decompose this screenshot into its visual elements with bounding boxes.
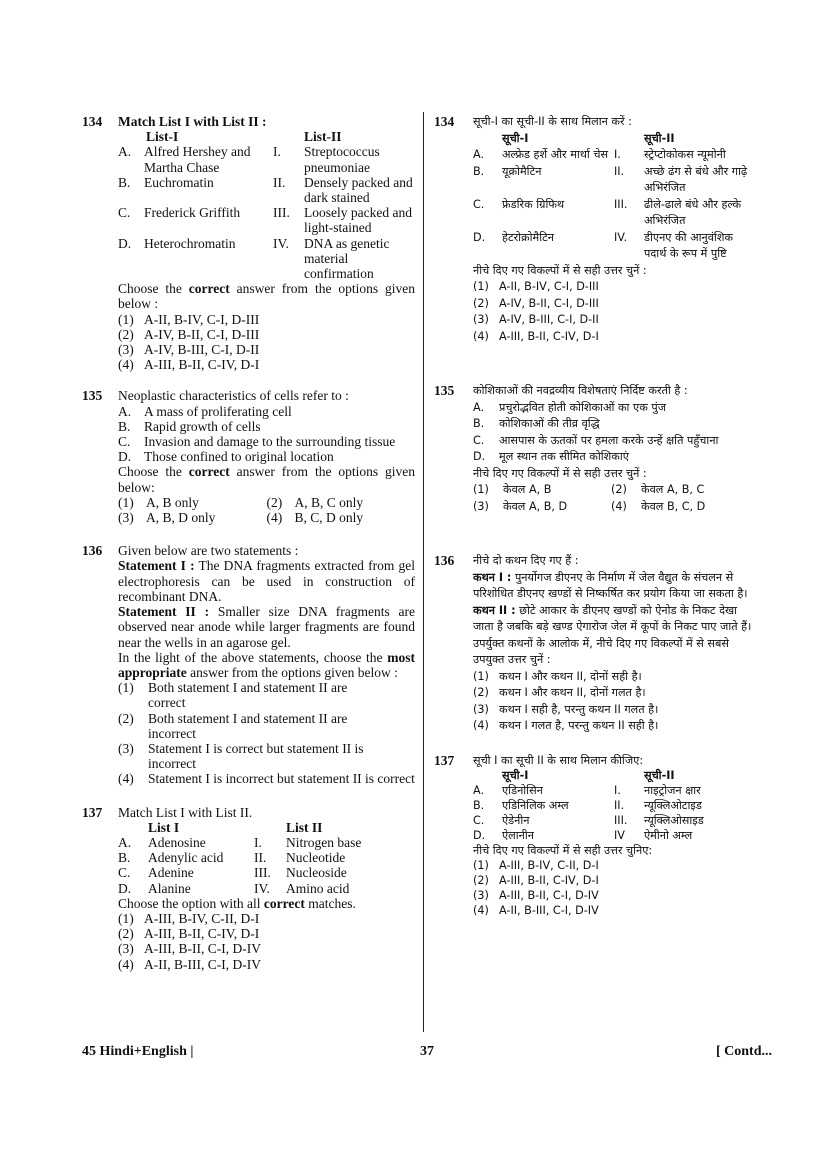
list2-header: सूची-II bbox=[644, 131, 675, 145]
option-2[interactable]: (2) Both statement I and statement II are incorrect bbox=[118, 710, 348, 741]
choose-instruction: नीचे दिए गए विकल्पों में से सही उत्तर चुनें : bbox=[473, 466, 647, 480]
option-4[interactable]: (4) कथन I गलत है, परन्तु कथन II सही है। bbox=[473, 719, 659, 732]
statement-1: कथन I : पुनर्योगज डीएनए के निर्माण में जेल वैद्युत के संचलन से परिशोधित डीएनए खण्डों से निष्कर्षित कर प्रयोग किया जा सकता है। bbox=[473, 570, 748, 600]
statement-c: C. आसपास के ऊतकों पर हमला करके उन्हें क्षति पहुँचाना bbox=[473, 433, 719, 447]
question-134-en bbox=[82, 114, 415, 372]
option-1[interactable]: (1) कथन I और कथन II, दोनों सही है। bbox=[473, 669, 642, 683]
option-1[interactable]: (1) bbox=[118, 494, 134, 510]
option-4[interactable]: (4) Statement I is incorrect but statement II is correct bbox=[118, 771, 415, 787]
option-3[interactable]: (3) A-III, B-II, C-I, D-IV bbox=[118, 941, 261, 957]
list2-header: List II bbox=[286, 819, 323, 835]
question-137-en bbox=[82, 805, 415, 972]
match-row: B. यूक्रोमैटिन II. अच्छे ढंग से बंधे और गाढ़े अभिरंजित bbox=[473, 164, 748, 194]
statement-c: C. Invasion and damage to the surrounding tissue bbox=[118, 434, 396, 450]
option-2[interactable]: (2) A-III, B-II, C-IV, D-I bbox=[473, 873, 599, 887]
options-grid bbox=[118, 495, 415, 525]
option-3-text[interactable]: केवल A, B, D bbox=[503, 499, 568, 513]
choose-instruction: Choose the correct answer from the options given below: bbox=[118, 464, 415, 495]
options-grid bbox=[473, 482, 756, 515]
option-1[interactable]: (1) Both statement I and statement II are correct bbox=[118, 680, 348, 711]
match-row: B. Euchromatin II. Densely packed and dark stained bbox=[118, 174, 413, 206]
statement-a: A. A mass of proliferating cell bbox=[118, 403, 292, 419]
question-stem: सूची I का सूची II के साथ मिलान कीजिए: bbox=[473, 753, 644, 767]
choose-instruction: In the light of the above statements, choose the most appropriate answer from the options given below : bbox=[118, 649, 415, 680]
option-2[interactable]: (2) bbox=[611, 483, 627, 496]
match-row: C. ऐडेनीन III. न्यूक्लिओसाइड bbox=[473, 813, 704, 827]
option-3[interactable]: (3) A-III, B-II, C-I, D-IV bbox=[473, 888, 599, 902]
paper-code: 45 Hindi+English | bbox=[82, 1044, 194, 1059]
option-4[interactable]: (4) A-III, B-II, C-IV, D-I bbox=[473, 329, 599, 343]
option-2[interactable]: (2) A-III, B-II, C-IV, D-I bbox=[118, 926, 260, 942]
list1-header: सूची-I bbox=[502, 768, 529, 782]
match-row: D. ऐलानीन IV ऐमीनो अम्ल bbox=[473, 828, 693, 842]
match-row: A. अल्फ्रेड हर्शे और मार्था चेस I. स्ट्रेप्टोकोकस न्यूमोनी bbox=[473, 148, 726, 161]
option-4[interactable]: (4) A-II, B-III, C-I, D-IV bbox=[118, 956, 261, 972]
statement-2: Statement II : Smaller size DNA fragments are observed near anode while larger fragments are found near the wells in an agarose gel. bbox=[118, 604, 415, 650]
option-2[interactable]: (2) A-IV, B-II, C-I, D-III bbox=[473, 296, 599, 310]
question-number: 136 bbox=[82, 543, 103, 559]
option-4-text[interactable]: केवल B, C, D bbox=[641, 499, 706, 513]
option-3-text[interactable]: A, B, D only bbox=[146, 510, 216, 526]
list2-header: List-II bbox=[304, 129, 342, 145]
match-table bbox=[473, 768, 756, 843]
option-3[interactable]: (3) bbox=[118, 510, 134, 526]
question-stem: नीचे दो कथन दिए गए हैं : bbox=[473, 554, 579, 567]
question-135-en bbox=[82, 388, 415, 525]
option-3[interactable]: (3) Statement I is correct but statement II is incorrect bbox=[118, 740, 364, 772]
option-1[interactable]: (1) A-III, B-IV, C-II, D-I bbox=[473, 858, 599, 872]
choose-instruction: नीचे दिए गए विकल्पों में से सही उत्तर चुनें : bbox=[473, 263, 647, 277]
question-stem: Given below are two statements : bbox=[118, 543, 299, 559]
statement-2: कथन II : छोटे आकार के डीएनए खण्डों को ऐनोड के निकट देखा जाता है जबकि बड़े खण्ड ऐगारोज जेल में कूपों के निकट पाए जाते हैं। bbox=[473, 603, 752, 633]
option-3[interactable]: (3) bbox=[473, 499, 489, 513]
option-3[interactable]: (3) कथन I सही है, परन्तु कथन II गलत है। bbox=[473, 702, 659, 716]
question-number: 136 bbox=[434, 553, 455, 568]
choose-instruction: उपर्युक्त कथनों के आलोक में, नीचे दिए गए विकल्पों में से सबसे उपयुक्त उत्तर चुनें : bbox=[473, 636, 729, 666]
option-2-text[interactable]: A, B, C only bbox=[294, 494, 364, 510]
statement-a: A. प्रचुरोद्भवित होती कोशिकाओं का एक पुंज bbox=[473, 400, 667, 414]
option-1[interactable]: (1) bbox=[473, 483, 489, 496]
option-3[interactable]: (3) A-IV, B-III, C-I, D-II bbox=[118, 342, 260, 358]
question-number: 137 bbox=[434, 752, 455, 768]
question-135-hi bbox=[436, 383, 756, 515]
match-row: C. फ्रेडरिक ग्रिफिथ III. ढीले-ढाले बंधे और हल्के अभिरंजित bbox=[473, 197, 742, 227]
english-column bbox=[82, 114, 415, 986]
question-stem: Match List I with List II : bbox=[118, 114, 267, 129]
option-4-text[interactable]: B, C, D only bbox=[294, 510, 364, 526]
choose-instruction: नीचे दिए गए विकल्पों में से सही उत्तर चुनिए: bbox=[473, 843, 653, 857]
list1-header: List I bbox=[148, 819, 180, 835]
option-1[interactable]: (1) A-II, B-IV, C-I, D-III bbox=[118, 311, 260, 327]
question-number: 134 bbox=[82, 114, 103, 129]
question-134-hi bbox=[436, 114, 756, 345]
option-2-text[interactable]: केवल A, B, C bbox=[641, 483, 705, 496]
statement-b: B. Rapid growth of cells bbox=[118, 418, 261, 434]
match-row: B. एडिनिलिक अम्ल II. न्यूक्लिओटाइड bbox=[473, 798, 702, 812]
list1-header: List-I bbox=[146, 129, 179, 145]
option-4[interactable]: (4) A-II, B-III, C-I, D-IV bbox=[473, 903, 599, 917]
match-table bbox=[473, 131, 756, 263]
continued-label: [ Contd... bbox=[715, 1044, 772, 1059]
option-1[interactable]: (1) A-III, B-IV, C-II, D-I bbox=[118, 910, 260, 926]
match-row: D. Alanine IV. Amino acid bbox=[118, 880, 350, 896]
match-row: D. हेटरोक्रोमैटिन IV. डीएनए की आनुवंशिक पदार्थ के रूप में पुष्टि bbox=[473, 230, 734, 260]
statement-b: B. कोशिकाओं की तीव्र वृद्धि bbox=[473, 417, 600, 430]
match-table bbox=[118, 129, 415, 281]
question-stem: सूची-I का सूची-II के साथ मिलान करें : bbox=[473, 115, 632, 128]
match-row: A. एडिनोसिन I. नाइट्रोजन क्षार bbox=[473, 783, 701, 797]
question-stem: कोशिकाओं की नवद्रव्यीय विशेषताएं निर्दिष्ट करती है : bbox=[473, 384, 688, 397]
option-2[interactable]: (2) कथन I और कथन II, दोनों गलत है। bbox=[473, 686, 646, 699]
list2-header: सूची-II bbox=[644, 768, 675, 782]
option-1-text[interactable]: A, B only bbox=[146, 494, 199, 510]
match-row: A. Alfred Hershey and Martha Chase I. Streptococcus pneumoniae bbox=[118, 144, 380, 175]
match-row: C. Frederick Griffith III. Loosely packed and light-stained bbox=[118, 205, 412, 236]
option-4[interactable]: (4) bbox=[266, 510, 283, 526]
question-136-hi bbox=[436, 553, 756, 735]
match-row: A. Adenosine I. Nitrogen base bbox=[118, 834, 362, 850]
page-number: 37 bbox=[420, 1044, 434, 1059]
question-136-en bbox=[82, 543, 415, 786]
option-2[interactable]: (2) bbox=[266, 494, 283, 510]
question-number: 135 bbox=[434, 383, 455, 398]
question-stem: Match List I with List II. bbox=[118, 804, 253, 820]
list1-header: सूची-I bbox=[502, 131, 529, 145]
statement-d: D. Those confined to original location bbox=[118, 449, 334, 465]
question-stem: Neoplastic characteristics of cells refer to : bbox=[118, 388, 349, 404]
question-number: 134 bbox=[434, 114, 455, 129]
question-number: 137 bbox=[82, 804, 103, 820]
choose-instruction: Choose the correct answer from the options given below : bbox=[118, 281, 415, 312]
option-4[interactable]: (4) A-III, B-II, C-IV, D-I bbox=[118, 357, 260, 373]
option-3[interactable]: (3) A-IV, B-III, C-I, D-II bbox=[473, 313, 599, 326]
statement-1: Statement I : The DNA fragments extracted from gel electrophoresis can be used in construction of recombinant DNA. bbox=[118, 558, 416, 604]
choose-instruction: Choose the option with all correct matches. bbox=[118, 895, 356, 911]
option-4[interactable]: (4) bbox=[611, 499, 627, 513]
match-table bbox=[118, 820, 415, 896]
question-number: 135 bbox=[82, 388, 103, 404]
question-137-hi bbox=[436, 753, 756, 918]
column-divider bbox=[423, 112, 424, 1032]
match-row: D. Heterochromatin IV. DNA as genetic material confirmation bbox=[118, 235, 390, 282]
match-row: C. Adenine III. Nucleoside bbox=[118, 865, 347, 881]
statement-d: D. मूल स्थान तक सीमित कोशिकाएं bbox=[473, 450, 629, 463]
option-2[interactable]: (2) A-IV, B-II, C-I, D-III bbox=[118, 326, 260, 342]
match-row: B. Adenylic acid II. Nucleotide bbox=[118, 850, 346, 866]
option-1-text[interactable]: केवल A, B bbox=[503, 483, 552, 496]
option-1[interactable]: (1) A-II, B-IV, C-I, D-III bbox=[473, 280, 599, 293]
hindi-column bbox=[436, 114, 756, 932]
